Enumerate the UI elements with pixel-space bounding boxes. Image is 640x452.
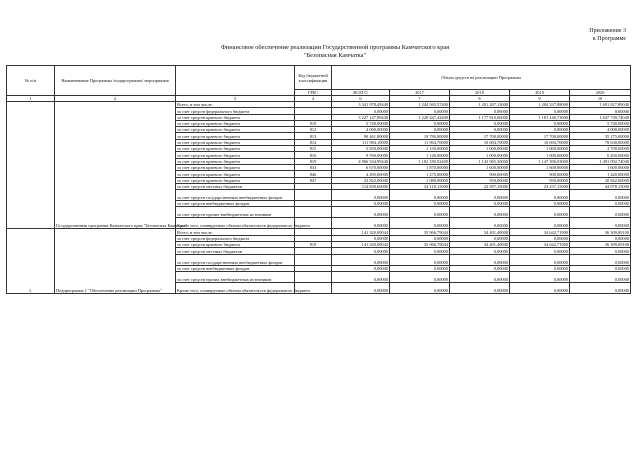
amount-year: 36 309,09100 [570,242,631,248]
amount-year: 1 000,00000 [510,146,570,152]
row-number: 1. [7,229,55,293]
header-num: № п/п [7,66,55,96]
document-subtitle: "Безопасная Камчатка" [303,52,367,59]
funding-source-label: за счет средств местных бюджетов [176,248,295,254]
index-cell: 7 [390,96,450,102]
amount-year: 0,00000 [390,108,450,114]
grbs-code: 815 [295,146,332,152]
amount-year: 35 275,00000 [570,133,631,139]
appendix-note [506,27,626,43]
amount-year: 1 000,00000 [510,152,570,158]
funding-source-label: за счет средств краевого бюджета [176,158,295,164]
amount-year: 0,00000 [450,108,510,114]
amount-year: 19 786,80000 [390,133,450,139]
amount-year: 1 220 447,42400 [390,114,450,120]
amount-year: 0,00000 [450,235,510,241]
index-cell: 4 [295,96,332,102]
amount-total: 3 227 147,89440 [332,114,390,120]
grbs-code: 833 [295,164,332,170]
funding-source-label: за счет средств внебюджетных фондов [176,201,295,207]
funding-source-label: за счет средств краевого бюджета [176,139,295,145]
amount-total: 3 341 978,49440 [332,102,390,108]
amount-total: 4 966 534,99440 [332,158,390,164]
amount-year: 36 309,09100 [570,229,631,235]
header-code: Код бюджетной классификации [295,66,332,90]
amount-total: 4 000,00000 [332,127,390,133]
amount-year: 0,00000 [390,190,450,201]
index-cell: 10 [570,96,631,102]
amount-year: 1 000,00000 [450,152,510,158]
amount-year: 950,00000 [450,177,510,183]
document-title: Финансовое обеспечение реализации Государственной программы Камчатского края [220,44,450,51]
row-number [7,102,55,229]
header-spacer [176,66,295,96]
amount-year: 0,00000 [390,127,450,133]
header-year-2020: 2020 [570,90,631,96]
index-cell: 3 [176,96,295,102]
grbs-code: 819 [295,242,332,248]
amount-year: 0,00000 [510,127,570,133]
amount-year: 1 275,00000 [390,171,450,177]
amount-year: 1 600,00000 [450,164,510,170]
amount-year: 1 647 749,74040 [570,114,631,120]
amount-total: 0,00000 [332,190,390,201]
amount-year: 0,00000 [510,271,570,282]
amount-year: 0,00000 [450,282,510,293]
amount-year: 0,00000 [450,127,510,133]
amount-year: 10 694,70000 [510,139,570,145]
appendix-line-2: к Программе [592,36,626,42]
amount-total: 0,00000 [332,265,390,271]
amount-year: 4 000,00000 [570,127,631,133]
amount-year: 1 147 396,03000 [510,158,570,164]
funding-source-label: Всего, в том числе: [176,102,295,108]
amount-year: 0,00000 [570,265,631,271]
amount-year: 11 964,70000 [390,139,450,145]
amount-year: 0,00000 [450,207,510,218]
amount-year: 0,00000 [510,282,570,293]
funding-source-label: за счет средств краевого бюджета [176,120,295,126]
amount-year: 0,00000 [450,201,510,207]
amount-year: 950,00000 [510,177,570,183]
amount-year: 1 143 965,30000 [450,158,510,164]
amount-total: 0,00000 [332,271,390,282]
amount-year: 2 700,00000 [570,146,631,152]
amount-year: 1 182 180,92400 [390,158,450,164]
amount-year: 0,00000 [570,271,631,282]
grbs-code [295,271,332,282]
amount-year: 0,00000 [570,108,631,114]
funding-source-label: Всего, в том числе: [176,229,295,235]
funding-source-label: за счет средств прочих внебюджетных источников [176,207,295,218]
amount-total: 141 320,00044 [332,229,390,235]
amount-year: 1 181 140,73000 [510,114,570,120]
funding-source-label: за счет средств федерального бюджета [176,235,295,241]
amount-year: 0,00000 [570,248,631,254]
amount-total: 0,00000 [332,201,390,207]
amount-year: 0,00000 [570,282,631,293]
amount-total: 114 830,60000 [332,183,390,189]
header-row [7,66,631,90]
amount-total: 0,00000 [332,254,390,265]
amount-total: 0,00000 [332,248,390,254]
header-grbs: ГРБС [295,90,332,96]
program-name: Подпрограмма 1 "Обеспечение реализации Программы" [55,229,176,293]
grbs-code: 816 [295,152,332,158]
amount-year: 1 150,00000 [390,146,450,152]
funding-source-label: за счет средств краевого бюджета [176,146,295,152]
amount-year: 0,00000 [390,201,450,207]
amount-year: 1 420,00000 [570,171,631,177]
amount-year: 1 491 092,74040 [570,158,631,164]
amount-year: 1 691 827,89040 [570,102,631,108]
amount-year: 0,00000 [510,254,570,265]
amount-year: 17 700,00000 [510,133,570,139]
funding-source-label: за счет средств краевого бюджета [176,127,295,133]
amount-year: 0,00000 [450,218,510,229]
amount-total: 0,00000 [332,282,390,293]
header-name: Наименование Программы /подпрограммы/ мероприятия [55,66,176,96]
grbs-code [295,254,332,265]
amount-total: 6 670,00000 [332,164,390,170]
amount-year: 1 870,00000 [390,164,450,170]
amount-year: 23 237,15000 [510,183,570,189]
funding-source-label: за счет средств краевого бюджета [176,114,295,120]
amount-year: 1 140,00000 [390,152,450,158]
amount-year: 0,00000 [450,254,510,265]
amount-year: 23 397,15000 [450,183,510,189]
amount-year: 0,00000 [390,207,450,218]
amount-year: 1 177 810,00000 [450,114,510,120]
amount-total: 5 740,00000 [332,120,390,126]
funding-source-label: за счет средств государственных внебюджетных фондов [176,190,295,201]
index-cell: 8 [450,96,510,102]
amount-year: 0,00000 [510,108,570,114]
amount-year: 0,00000 [570,235,631,241]
program-name: Государственная программа Камчатского края "Безопасная Камчатка" [55,102,176,229]
amount-year: 900,00000 [450,171,510,177]
amount-year: 24 118,15000 [390,183,450,189]
grbs-code [295,190,332,201]
amount-total: 0,00000 [332,207,390,218]
grbs-code [295,207,332,218]
amount-year: 20 842,00000 [570,177,631,183]
amount-year: 0,00000 [390,120,450,126]
amount-year: 0,00000 [570,207,631,218]
amount-year: 6 450,00000 [570,152,631,158]
amount-year: 1 080,00000 [390,177,450,183]
amount-total: 5 850,00000 [332,146,390,152]
index-cell: 6 [332,96,390,102]
amount-year: 0,00000 [570,254,631,265]
amount-year: 1 600,00000 [570,164,631,170]
amount-year: 0,00000 [510,248,570,254]
amount-year: 78 630,00000 [570,139,631,145]
amount-year: 0,00000 [570,218,631,229]
funding-source-label: Кроме того, планируемые объемы обязательств федерального бюджета [176,218,295,229]
grbs-code: 810 [295,120,332,126]
amount-year: 0,00000 [450,120,510,126]
amount-year: 35 966,79044 [390,229,450,235]
header-year-2017: 2017 [390,90,450,96]
amount-year: 0,00000 [570,201,631,207]
amount-year: 0,00000 [390,248,450,254]
amount-year: 5 740,00000 [570,120,631,126]
amount-year: 1 000,00000 [450,146,510,152]
amount-year: 900,00000 [510,171,570,177]
amount-year: 0,00000 [450,265,510,271]
index-cell: 2 [55,96,176,102]
amount-year: 34 401,40000 [450,229,510,235]
amount-total: 0,00000 [332,108,390,114]
funding-source-label: за счет средств государственных внебюджетных фондов [176,254,295,265]
amount-year: 1 201 207,13000 [450,102,510,108]
appendix-line-1: Приложение 3 [589,28,626,34]
funding-source-label: за счет средств краевого бюджета [176,177,295,183]
funding-source-label: за счет средств краевого бюджета [176,242,295,248]
header-volume: Объем средств на реализацию Программы [332,66,631,90]
amount-total: 141 320,00044 [332,242,390,248]
amount-year: 0,00000 [390,254,450,265]
amount-year: 35 966,79044 [390,242,450,248]
amount-year: 0,00000 [570,190,631,201]
amount-year: 1 204 337,88000 [510,102,570,108]
amount-year: 34 401,40000 [450,242,510,248]
grbs-code: 812 [295,127,332,133]
amount-total: 0,00000 [332,218,390,229]
amount-year: 0,00000 [450,190,510,201]
index-cell: 9 [510,96,570,102]
amount-year: 0,00000 [510,235,570,241]
funding-source-label: за счет средств краевого бюджета [176,152,295,158]
amount-year: 34 642,71900 [510,229,570,235]
funding-source-label: за счет средств краевого бюджета [176,164,295,170]
funding-source-label: за счет средств местных бюджетов [176,183,295,189]
amount-total: 4 495,00000 [332,171,390,177]
amount-year: 0,00000 [510,120,570,126]
index-cell: 1 [7,96,55,102]
amount-total: 23 822,00000 [332,177,390,183]
amount-year: 0,00000 [510,207,570,218]
amount-year: 0,00000 [390,218,450,229]
header-year-total: ВСЕГО [332,90,390,96]
funding-source-label: за счет средств прочих внебюджетных источников [176,271,295,282]
grbs-code: 846 [295,171,332,177]
amount-year: 17 700,00000 [450,133,510,139]
amount-year: 10 694,70000 [450,139,510,145]
amount-year: 44 078,15000 [570,183,631,189]
amount-year: 1 244 565,57400 [390,102,450,108]
amount-year: 34 642,71900 [510,242,570,248]
funding-source-label: за счет средств краевого бюджета [176,133,295,139]
funding-source-label: Кроме того, планируемые объемы обязательств федерального бюджета [176,282,295,293]
amount-total: 90 461,80000 [332,133,390,139]
amount-year: 1 600,00000 [510,164,570,170]
grbs-code: 813 [295,133,332,139]
amount-year: 0,00000 [450,271,510,282]
amount-year: 0,00000 [390,265,450,271]
funding-source-label: за счет средств краевого бюджета [176,171,295,177]
amount-year: 0,00000 [510,201,570,207]
funding-source-label: за счет средств внебюджетных фондов [176,265,295,271]
amount-year: 0,00000 [390,235,450,241]
amount-year: 0,00000 [390,282,450,293]
amount-year: 0,00000 [510,265,570,271]
header-year-2019: 2019 [510,90,570,96]
amount-year: 0,00000 [390,271,450,282]
amount-year: 0,00000 [510,190,570,201]
grbs-code: 847 [295,177,332,183]
amount-total: 0,00000 [332,235,390,241]
funding-table [6,65,631,294]
header-year-2018: 2018 [450,90,510,96]
amount-year: 0,00000 [450,248,510,254]
funding-source-label: за счет средств федерального бюджета [176,108,295,114]
grbs-code: 819 [295,158,332,164]
amount-year: 0,00000 [510,218,570,229]
amount-total: 111 984,10000 [332,139,390,145]
grbs-code: 814 [295,139,332,145]
amount-total: 9 590,00000 [332,152,390,158]
